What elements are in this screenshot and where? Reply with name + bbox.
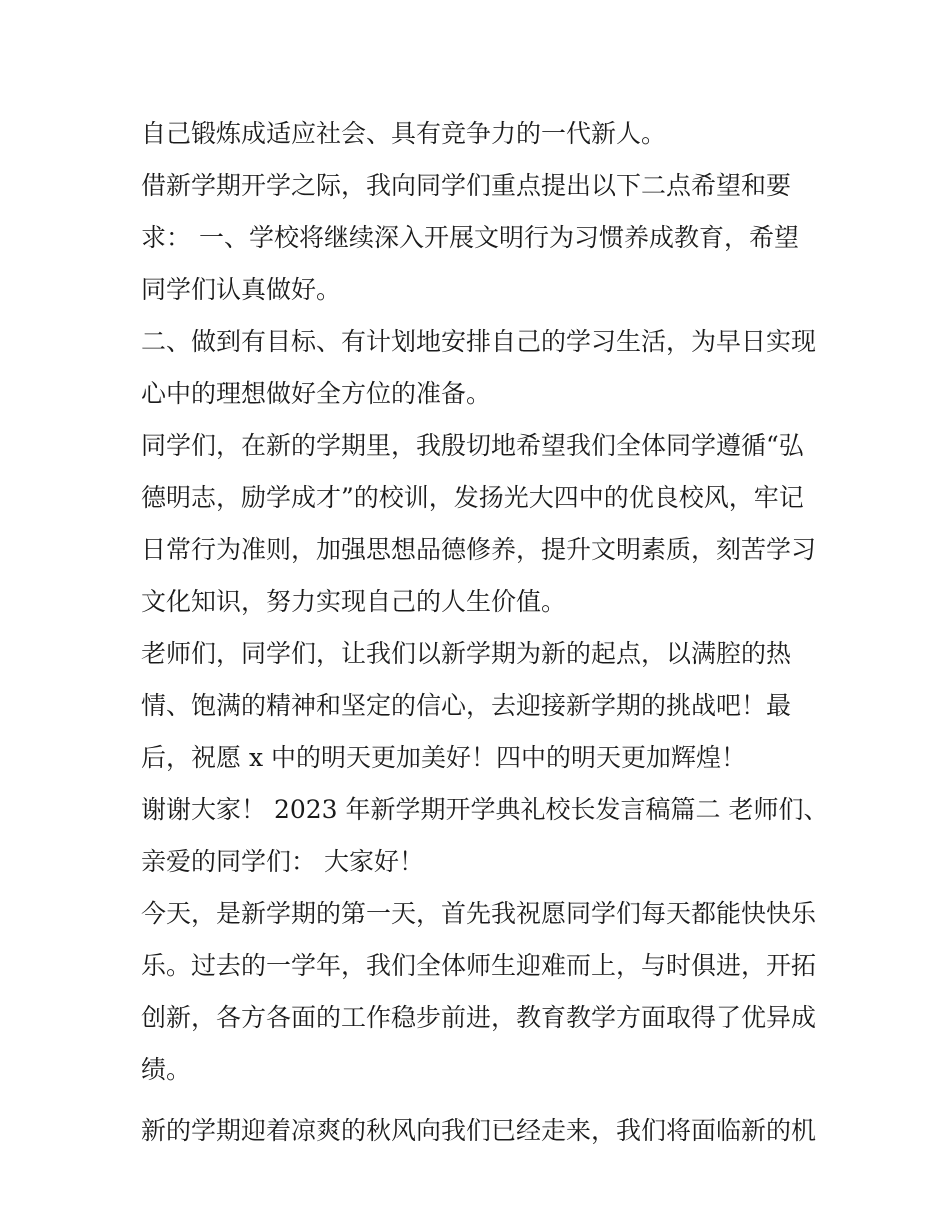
text-line: 绩。	[141, 1055, 192, 1084]
text-line: 自己锻炼成适应社会、具有竞争力的一代新人。	[141, 119, 667, 148]
text-line: 创新，各方各面的工作稳步前进，教育教学方面取得了优异成	[141, 1003, 817, 1032]
text-line: 文化知识，努力实现自己的人生价值。	[141, 587, 567, 616]
text-line: 谢谢大家！ 2023 年新学期开学典礼校长发言稿篇二 老师们、	[141, 795, 829, 824]
text-line: 同学们认真做好。	[141, 275, 342, 304]
text-line: 借新学期开学之际，我向同学们重点提出以下二点希望和要	[141, 171, 792, 200]
text-line: 老师们，同学们，让我们以新学期为新的起点，以满腔的热	[141, 639, 792, 668]
text-line: 二、做到有目标、有计划地安排自己的学习生活，为早日实现	[141, 327, 817, 356]
text-line: 亲爱的同学们： 大家好！	[141, 847, 424, 876]
text-line: 心中的理想做好全方位的准备。	[141, 379, 492, 408]
text-line: 日常行为准则，加强思想品德修养，提升文明素质，刻苦学习	[141, 535, 817, 564]
text-line: 新的学期迎着凉爽的秋风向我们已经走来，我们将面临新的机	[141, 1116, 817, 1145]
text-line: 后，祝愿 x 中的明天更加美好！四中的明天更加辉煌！	[141, 743, 746, 772]
body-text	[141, 108, 829, 1157]
text-line: 德明志，励学成才”的校训，发扬光大四中的优良校风，牢记	[141, 483, 804, 512]
text-line: 乐。过去的一学年，我们全体师生迎难而上，与时俱进，开拓	[141, 951, 817, 980]
text-line: 今天，是新学期的第一天，首先我祝愿同学们每天都能快快乐	[141, 899, 817, 928]
text-line: 同学们，在新的学期里，我殷切地希望我们全体同学遵循“弘	[141, 431, 804, 460]
text-line: 求： 一、学校将继续深入开展文明行为习惯养成教育，希望	[141, 223, 799, 252]
text-line: 情、饱满的精神和坚定的信心，去迎接新学期的挑战吧！最	[141, 691, 792, 720]
